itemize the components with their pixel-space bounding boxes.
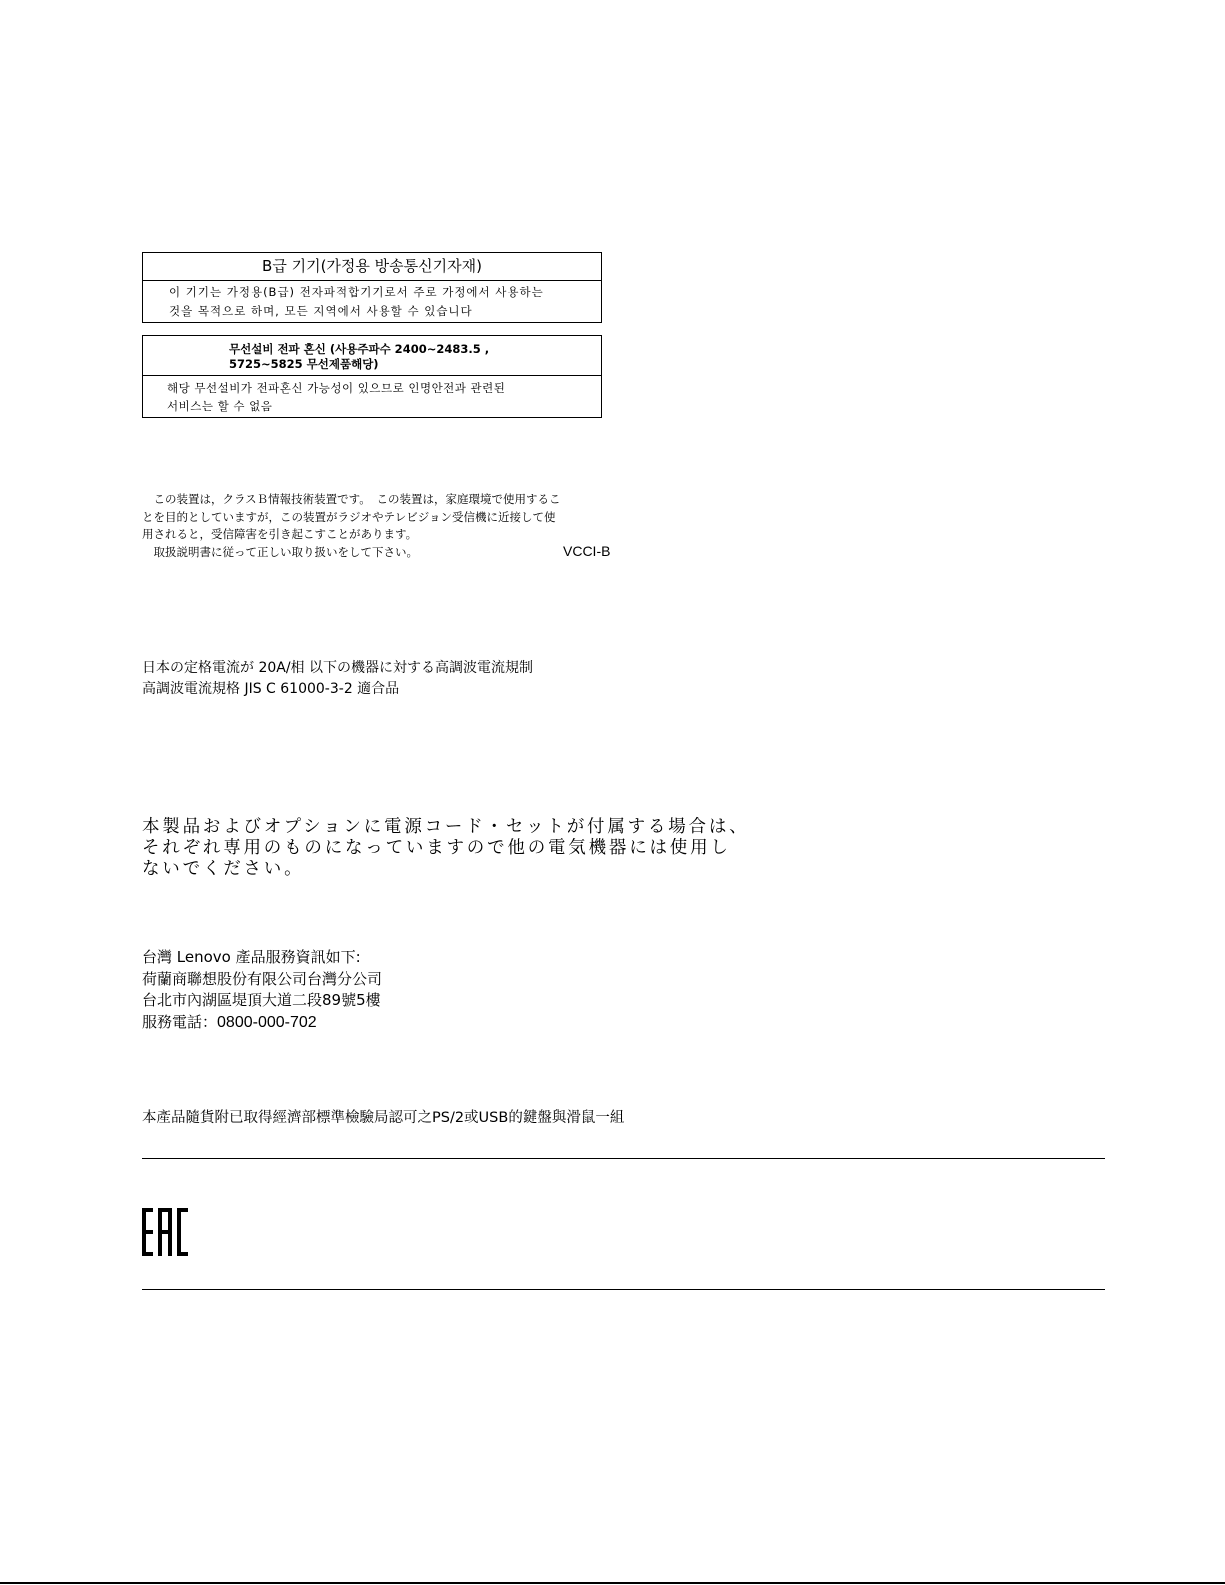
taiwan-service-info <box>142 947 382 1033</box>
keyboard-mouse-notice: 本產品隨貨附已取得經濟部標準檢驗局認可之PS/2或USB的鍵盤與滑鼠一組 <box>142 1110 625 1126</box>
jis-line: 日本の定格電流が 20A/相 以下の機器に対する高調波電流規制 <box>142 660 534 676</box>
korean-class-b-line: 것을 목적으로 하며, 모든 지역에서 사용할 수 있습니다 <box>169 304 473 318</box>
korean-wireless-body <box>143 376 601 415</box>
korean-class-b-line: 이 기기는 가정용(B급) 전자파적합기기로서 주로 가정에서 사용하는 <box>169 285 544 299</box>
page-bottom-border <box>0 1582 1225 1584</box>
korean-wireless-title-line: 무선설비 전파 혼신 (사용주파수 2400∼2483.5 , <box>229 342 490 356</box>
korean-wireless-notice <box>142 335 602 418</box>
taiwan-phone-row <box>142 1012 382 1034</box>
vcci-line: 用されると，受信障害を引き起こすことがあります。 <box>142 527 418 541</box>
korean-class-b-body <box>143 281 601 321</box>
taiwan-line: 台灣 Lenovo 產品服務資訊如下: <box>142 948 361 966</box>
taiwan-phone-number: 0800-000-702 <box>217 1013 317 1031</box>
power-cord-line: ないでください。 <box>142 859 305 879</box>
vcci-tag: VCCI-B <box>563 543 611 559</box>
vcci-line: この装置は，クラスＢ情報技術装置です。 この装置は，家庭環境で使用するこ <box>142 492 561 506</box>
power-cord-line: 本製品およびオプションに電源コード・セットが付属する場合は、 <box>142 817 750 837</box>
korean-wireless-line: 해당 무선설비가 전파혼신 가능성이 있으므로 인명안전과 관련된 <box>167 381 506 395</box>
korean-wireless-title <box>143 336 601 376</box>
divider <box>142 1289 1105 1290</box>
vcci-line: 取扱説明書に従って正しい取り扱いをして下さい。 <box>142 544 418 559</box>
korean-wireless-title-line: 5725∼5825 무선제품해당) <box>229 357 379 371</box>
vcci-notice <box>142 491 622 561</box>
korean-wireless-line: 서비스는 할 수 없음 <box>167 399 273 413</box>
taiwan-phone-label: 服務電話： <box>142 1012 218 1031</box>
vcci-line: とを目的としていますが，この装置がラジオやテレビジョン受信機に近接して使 <box>142 509 556 524</box>
eac-logo-icon <box>142 1208 188 1256</box>
taiwan-line: 荷蘭商聯想股份有限公司台灣分公司 <box>142 969 383 988</box>
power-cord-line: それぞれ専用のものになっていますので他の電気機器には使用し <box>142 838 731 858</box>
korean-class-b-title: B급 기기(가정용 방송통신기자재) <box>143 253 601 281</box>
power-cord-notice <box>142 817 749 880</box>
divider <box>142 1158 1105 1159</box>
jis-notice <box>142 658 533 700</box>
jis-line: 高調波電流規格 JIS C 61000-3-2 適合品 <box>142 681 400 697</box>
korean-class-b-notice <box>142 252 602 323</box>
taiwan-line: 台北市內湖區堤頂大道二段89號5樓 <box>142 991 381 1009</box>
